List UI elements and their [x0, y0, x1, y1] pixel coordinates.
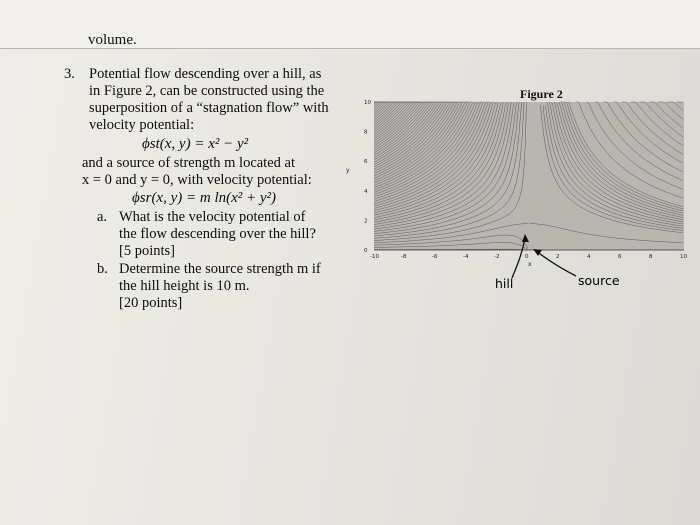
part-b-points: [20 points] — [119, 295, 183, 311]
intro-line: in Figure 2, can be constructed using the — [89, 83, 325, 99]
part-b-line: Determine the source strength m if — [119, 261, 321, 277]
x-tick-label: -8 — [401, 254, 407, 260]
mid-line: x = 0 and y = 0, with velocity potential: — [82, 172, 312, 188]
hill-annotation: hill — [495, 276, 514, 291]
part-b-label: b. — [97, 261, 108, 277]
x-marker: x — [528, 261, 532, 268]
part-a-points: [5 points] — [119, 243, 175, 259]
y-tick-label: 2 — [364, 218, 368, 225]
x-tick-label: 0 — [525, 254, 529, 260]
figure-title: Figure 2 — [520, 87, 563, 101]
x-tick-label: 10 — [680, 254, 687, 260]
y-tick-label: 4 — [364, 188, 368, 195]
part-b-line: the hill height is 10 m. — [119, 278, 250, 294]
x-tick-label: 8 — [649, 254, 653, 260]
x-tick-labels — [370, 254, 687, 260]
equation-stagnation: ϕst(x, y) = x² − y² — [142, 136, 249, 152]
x-tick-label: 2 — [556, 254, 560, 260]
equation-source: ϕsr(x, y) = m ln(x² + y²) — [132, 190, 277, 206]
intro-line: superposition of a “stagnation flow” with — [89, 100, 329, 116]
intro-line: Potential flow descending over a hill, as — [89, 66, 322, 82]
figure-2 — [346, 87, 692, 303]
x-tick-label: -10 — [370, 254, 379, 260]
part-a-line: What is the velocity potential of — [119, 209, 306, 225]
y-axis-label: y — [346, 167, 350, 174]
previous-page-strip — [0, 0, 700, 49]
x-tick-label: -6 — [432, 254, 438, 260]
part-a-label: a. — [97, 209, 108, 225]
previous-page-word: volume. — [88, 32, 137, 48]
source-annotation: source — [578, 273, 620, 288]
x-tick-label: 4 — [587, 254, 591, 260]
y-tick-label: 8 — [364, 129, 368, 136]
y-tick-label: 0 — [364, 248, 368, 254]
y-tick-label: 10 — [364, 100, 371, 106]
mid-line: and a source of strength m located at — [82, 155, 295, 171]
x-tick-label: 6 — [618, 254, 622, 260]
y-tick-label: 6 — [364, 159, 368, 166]
problem-number: 3. — [64, 66, 75, 82]
y-tick-labels — [364, 100, 371, 254]
x-tick-label: -4 — [463, 254, 469, 260]
intro-line: velocity potential: — [89, 117, 195, 133]
x-tick-label: -2 — [494, 254, 500, 260]
part-a-line: the flow descending over the hill? — [119, 226, 316, 242]
